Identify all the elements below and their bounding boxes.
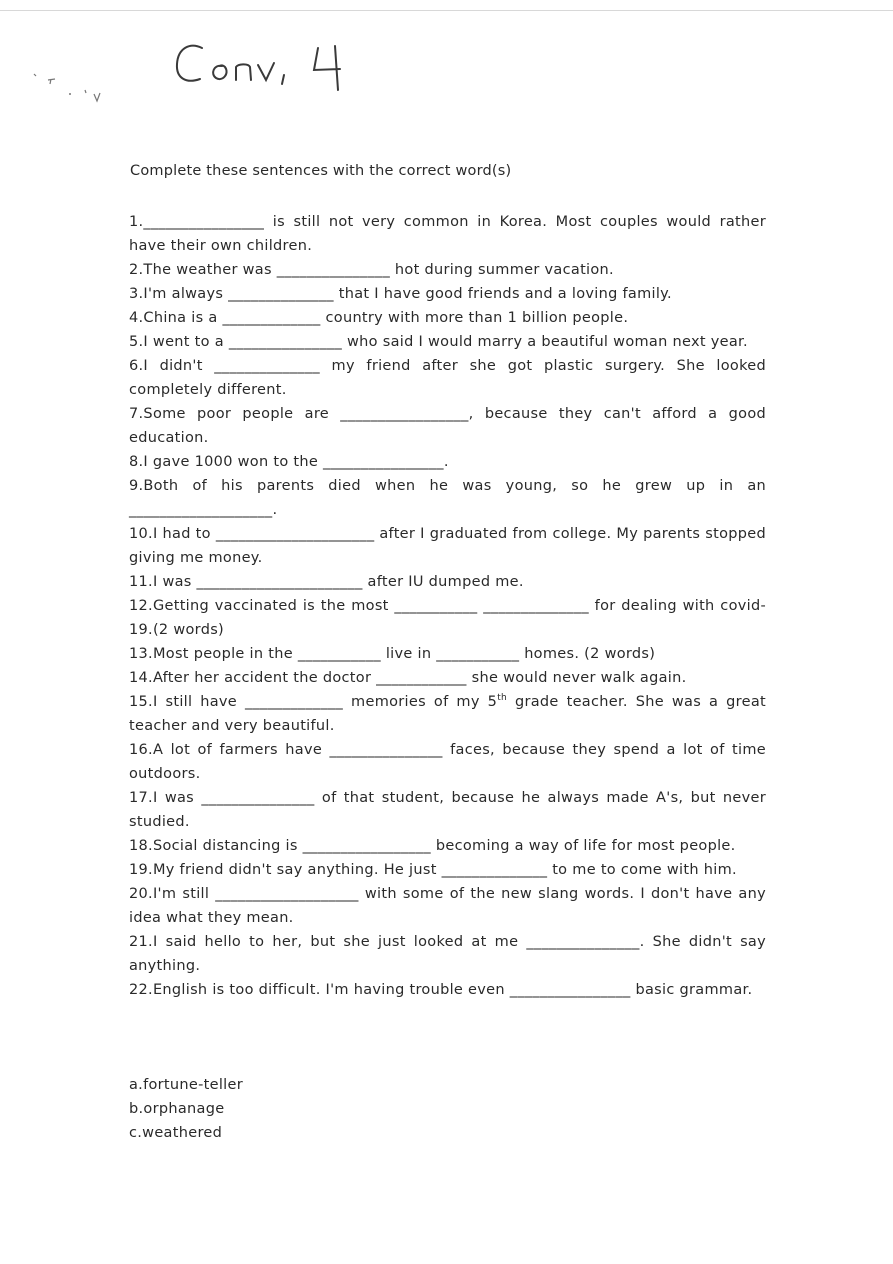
instructions-text: Complete these sentences with the correct word(s) (130, 163, 512, 179)
word-bank-item-c: c.weathered (129, 1125, 223, 1141)
sentence-19: 19.My friend didn't say anything. He just ______________ to me to come with him. (129, 862, 737, 878)
sentence-7: 7.Some poor people are _________________, because they can't afford a good education. (129, 406, 766, 446)
sentence-15-superscript: th (497, 693, 508, 703)
sentence-15-part-b: grade teacher. She was a great teacher and very beautiful. (129, 694, 766, 734)
sentence-6: 6.I didn't ______________ my friend after she got plastic surgery. She looked completely different. (129, 358, 766, 398)
word-bank-item-a: a.fortune-teller (129, 1077, 243, 1093)
sentence-17: 17.I was _______________ of that student, because he always made A's, but never studied. (129, 790, 766, 830)
sentence-11: 11.I was ______________________ after IU dumped me. (129, 574, 524, 590)
sentence-18: 18.Social distancing is _________________ becoming a way of life for most people. (129, 838, 736, 854)
sentence-15 (129, 690, 766, 738)
sentence-12: 12.Getting vaccinated is the most ___________ ______________ for dealing with covid-19.(2 words) (129, 598, 766, 638)
sentence-2: 2.The weather was _______________ hot during summer vacation. (129, 262, 614, 278)
word-bank-item-b: b.orphanage (129, 1101, 225, 1117)
sentence-4: 4.China is a _____________ country with more than 1 billion people. (129, 310, 629, 326)
sentence-21: 21.I said hello to her, but she just looked at me _______________. She didn't say anything. (129, 934, 766, 974)
handwritten-title (170, 36, 370, 96)
word-bank (129, 1073, 243, 1145)
sentence-13: 13.Most people in the ___________ live in ___________ homes. (2 words) (129, 646, 656, 662)
sentence-3: 3.I'm always ______________ that I have good friends and a loving family. (129, 286, 672, 302)
sentence-16: 16.A lot of farmers have _______________ faces, because they spend a lot of time outdoors. (129, 742, 766, 782)
sentence-22: 22.English is too difficult. I'm having trouble even ________________ basic grammar. (129, 982, 753, 998)
sentence-8: 8.I gave 1000 won to the ________________. (129, 454, 449, 470)
scan-edge-line (0, 10, 893, 11)
svg-text:Conv, 4: Conv, 4 (170, 36, 174, 37)
sentence-15-part-a: 15.I still have _____________ memories of my 5 (129, 694, 498, 710)
sentence-9: 9.Both of his parents died when he was young, so he grew up in an ___________________. (129, 478, 766, 518)
sentence-10: 10.I had to _____________________ after I graduated from college. My parents stopped giving me money. (129, 526, 766, 566)
sentence-5: 5.I went to a _______________ who said I would marry a beautiful woman next year. (129, 334, 748, 350)
sentence-list (129, 210, 766, 1002)
scan-artifact-marks (30, 68, 120, 108)
sentence-14: 14.After her accident the doctor ____________ she would never walk again. (129, 670, 687, 686)
sentence-20: 20.I'm still ___________________ with some of the new slang words. I don't have any idea what they mean. (129, 886, 766, 926)
sentence-1: 1.________________ is still not very common in Korea. Most couples would rather have their own children. (129, 214, 766, 254)
